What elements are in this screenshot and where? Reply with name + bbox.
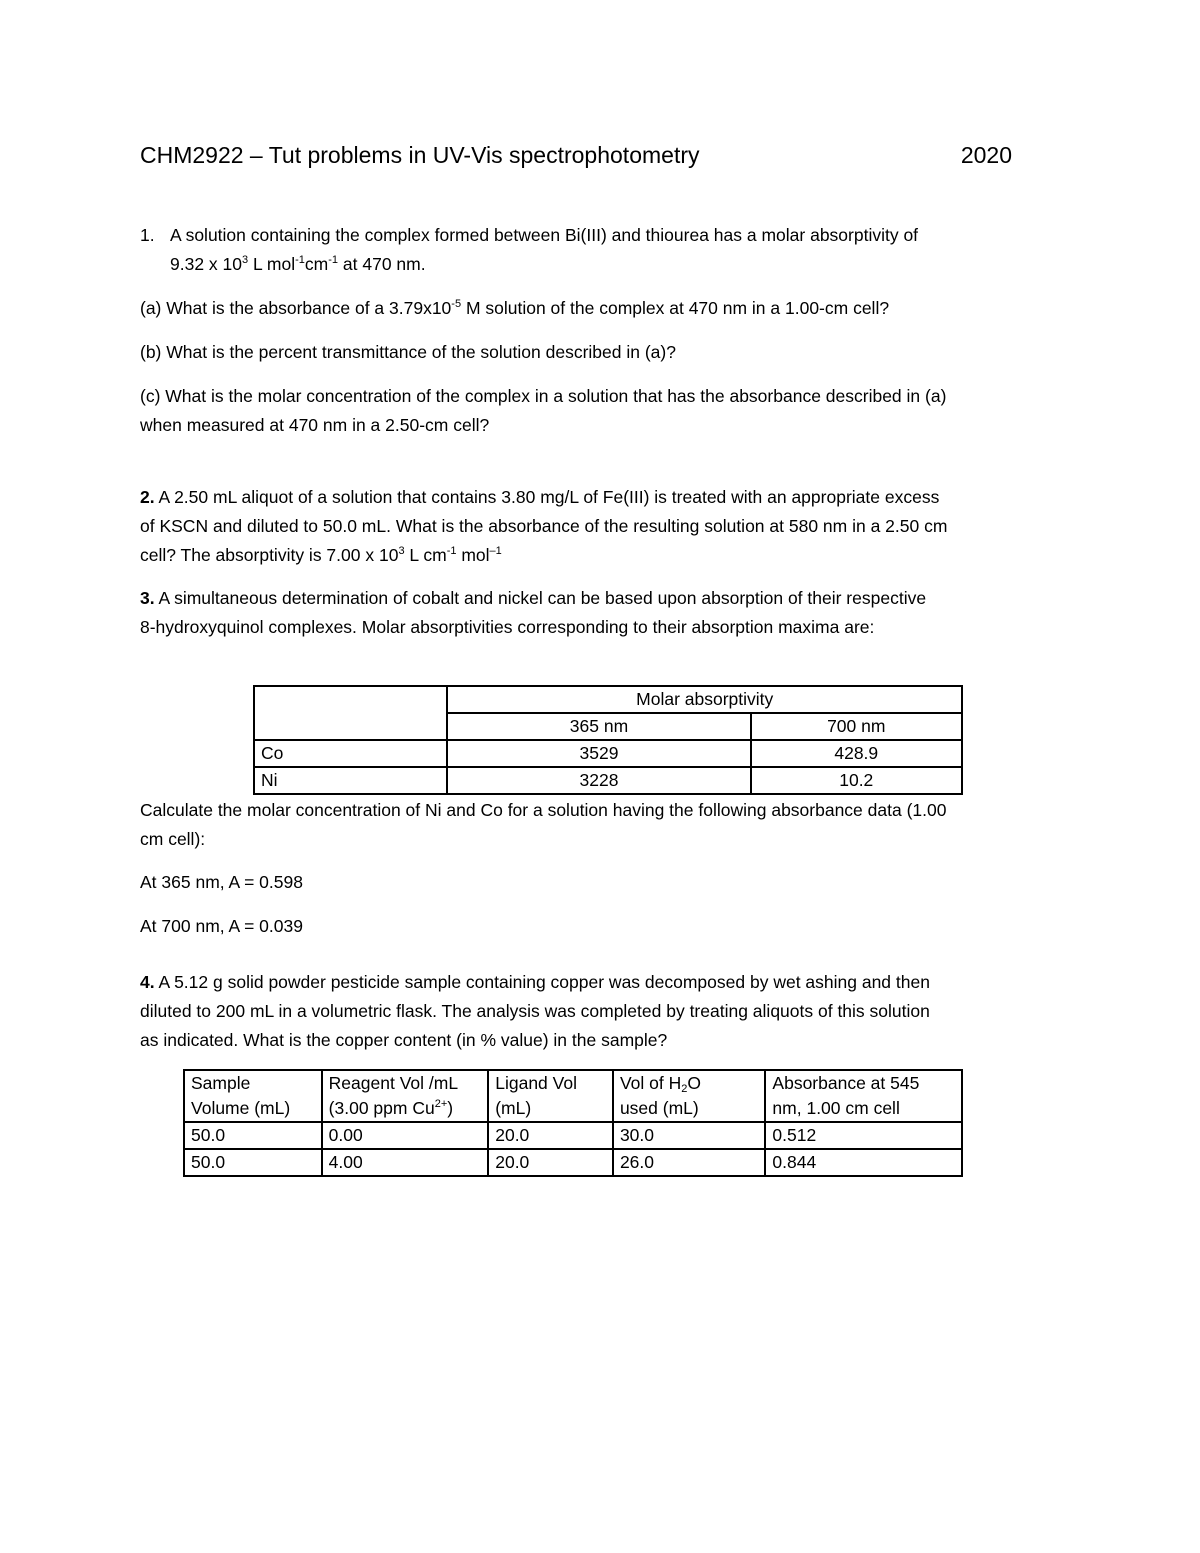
table-header: Molar absorptivity [447, 686, 962, 713]
q1-part-c: (c) What is the molar concentration of the complex in a solution that has the absorbance described in (a) when measured at 470 nm in a 2.50-cm cell? [140, 386, 947, 435]
q3-number: 3. [140, 588, 155, 608]
q4-number: 4. [140, 972, 155, 992]
q1-line2: 9.32 x $10^3$ L $mol^{-1}cm^{-1}$ at 470 nm. [170, 254, 426, 274]
q1-number: 1. [140, 225, 155, 245]
col-365: 365 nm [447, 713, 750, 740]
table-row: 50.0 4.00 20.0 26.0 0.844 [184, 1149, 962, 1176]
page-title [140, 142, 1012, 169]
q1-line1: A solution containing the complex formed between Bi(III) and thiourea has a molar absorptivity of [170, 225, 919, 245]
q3-absorbance-700: At 700 nm, A = 0.039 [140, 916, 303, 936]
table-row: 50.0 0.00 20.0 30.0 0.512 [184, 1122, 962, 1149]
table-row: Co 3529 428.9 [254, 740, 962, 767]
table-row: Ni 3228 10.2 [254, 767, 962, 794]
q3-absorbance-365: At 365 nm, A = 0.598 [140, 872, 303, 892]
question-4: 4. A 5.12 g solid powder pesticide sample containing copper was decomposed by wet ashing and then diluted to 200 mL in a volumetric flask. The analysis was completed by treating aliquots of this solution as indicated. What is the copper content (in % value) in the sample? [140, 972, 930, 1050]
question-3: 3. A simultaneous determination of cobalt and nickel can be based upon absorption of their respective 8-hydroxyquinol complexes. Molar absorptivities corresponding to their absorption maxima are: [140, 588, 927, 637]
question-2: 2. A 2.50 mL aliquot of a solution that contains 3.80 mg/L of Fe(III) is treated with an appropriate excess of KSCN and diluted to 50.0 mL. What is the absorbance of the resulting solution at 580 nm in a 2.50 cm cell? The absorptivity is 7.00 x $10^3$ L $cm^{-1}$ mol$^{-1}$ [140, 487, 948, 565]
q1-part-b: (b) What is the percent transmittance of the solution described in (a)? [140, 342, 676, 362]
copper-analysis-table [183, 1069, 963, 1177]
q2-number: 2. [140, 487, 155, 507]
title-year: 2020 [960, 142, 1012, 168]
table-header-row: Sample Volume (mL) Reagent Vol /mL (3.00 ppm $Cu^{2+}$) Ligand Vol (mL) Vol of $H_2O$ used (mL) Absorbance at 545 nm, 1.00 cm cell [184, 1070, 962, 1122]
col-700: 700 nm [751, 713, 962, 740]
q1-part-a: (a) What is the absorbance of a $3.79x10^{-5}$ M solution of the complex at 470 nm in a 1.00-cm cell? [140, 298, 890, 318]
q3-instructions: Calculate the molar concentration of Ni and Co for a solution having the following absorbance data (1.00 cm cell): [140, 800, 947, 849]
molar-absorptivity-table [253, 685, 963, 795]
title-text: CHM2922 – Tut problems in UV-Vis spectrophotometry [140, 142, 700, 168]
question-1 [140, 221, 1075, 279]
